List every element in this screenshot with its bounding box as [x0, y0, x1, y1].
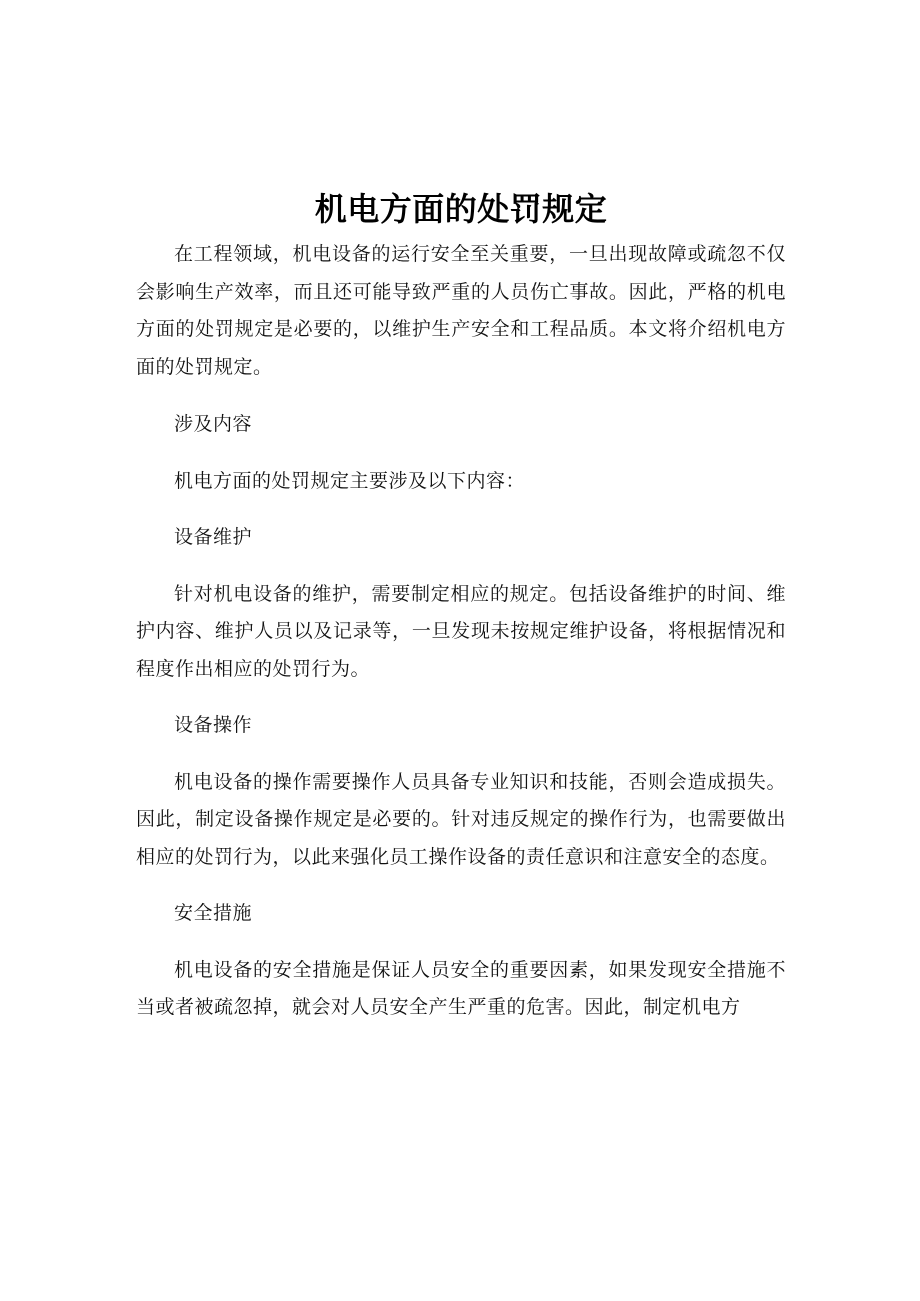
intro-paragraph: 在工程领域，机电设备的运行安全至关重要，一旦出现故障或疏忽不仅会影响生产效率，而且还可能导致严重的人员伤亡事故。因此，严格的机电方面的处罚规定是必要的，以维护生产安全和工程品质。本文将介绍机电方面的处罚规定。	[136, 243, 786, 378]
section-body-scope: 机电方面的处罚规定主要涉及以下内容：	[174, 469, 526, 492]
section-heading-operation: 设备操作	[174, 714, 253, 736]
spacer	[136, 444, 786, 463]
spacer	[136, 557, 786, 576]
spacer	[136, 933, 786, 952]
spacer	[136, 500, 786, 519]
spacer	[136, 745, 786, 764]
section-heading-maintenance: 设备维护	[174, 526, 253, 548]
spacer	[136, 386, 786, 406]
section-heading-scope: 涉及内容	[174, 413, 253, 435]
document-title: 机电方面的处罚规定	[314, 190, 608, 228]
spacer	[136, 688, 786, 707]
section-body-maintenance: 针对机电设备的维护，需要制定相应的规定。包括设备维护的时间、维护内容、维护人员以及记录等，一旦发现未按规定维护设备，将根据情况和程度作出相应的处罚行为。	[136, 582, 786, 680]
spacer	[136, 876, 786, 895]
section-heading-safety: 安全措施	[174, 902, 253, 924]
section-body-operation: 机电设备的操作需要操作人员具备专业知识和技能，否则会造成损失。因此，制定设备操作规定是必要的。针对违反规定的操作行为，也需要做出相应的处罚行为，以此来强化员工操作设备的责任意识和注意安全的态度。	[136, 770, 786, 868]
section-body-safety: 机电设备的安全措施是保证人员安全的重要因素，如果发现安全措施不当或者被疏忽掉，就会对人员安全产生严重的危害。因此，制定机电方	[136, 958, 786, 1018]
document-body	[136, 182, 786, 1027]
